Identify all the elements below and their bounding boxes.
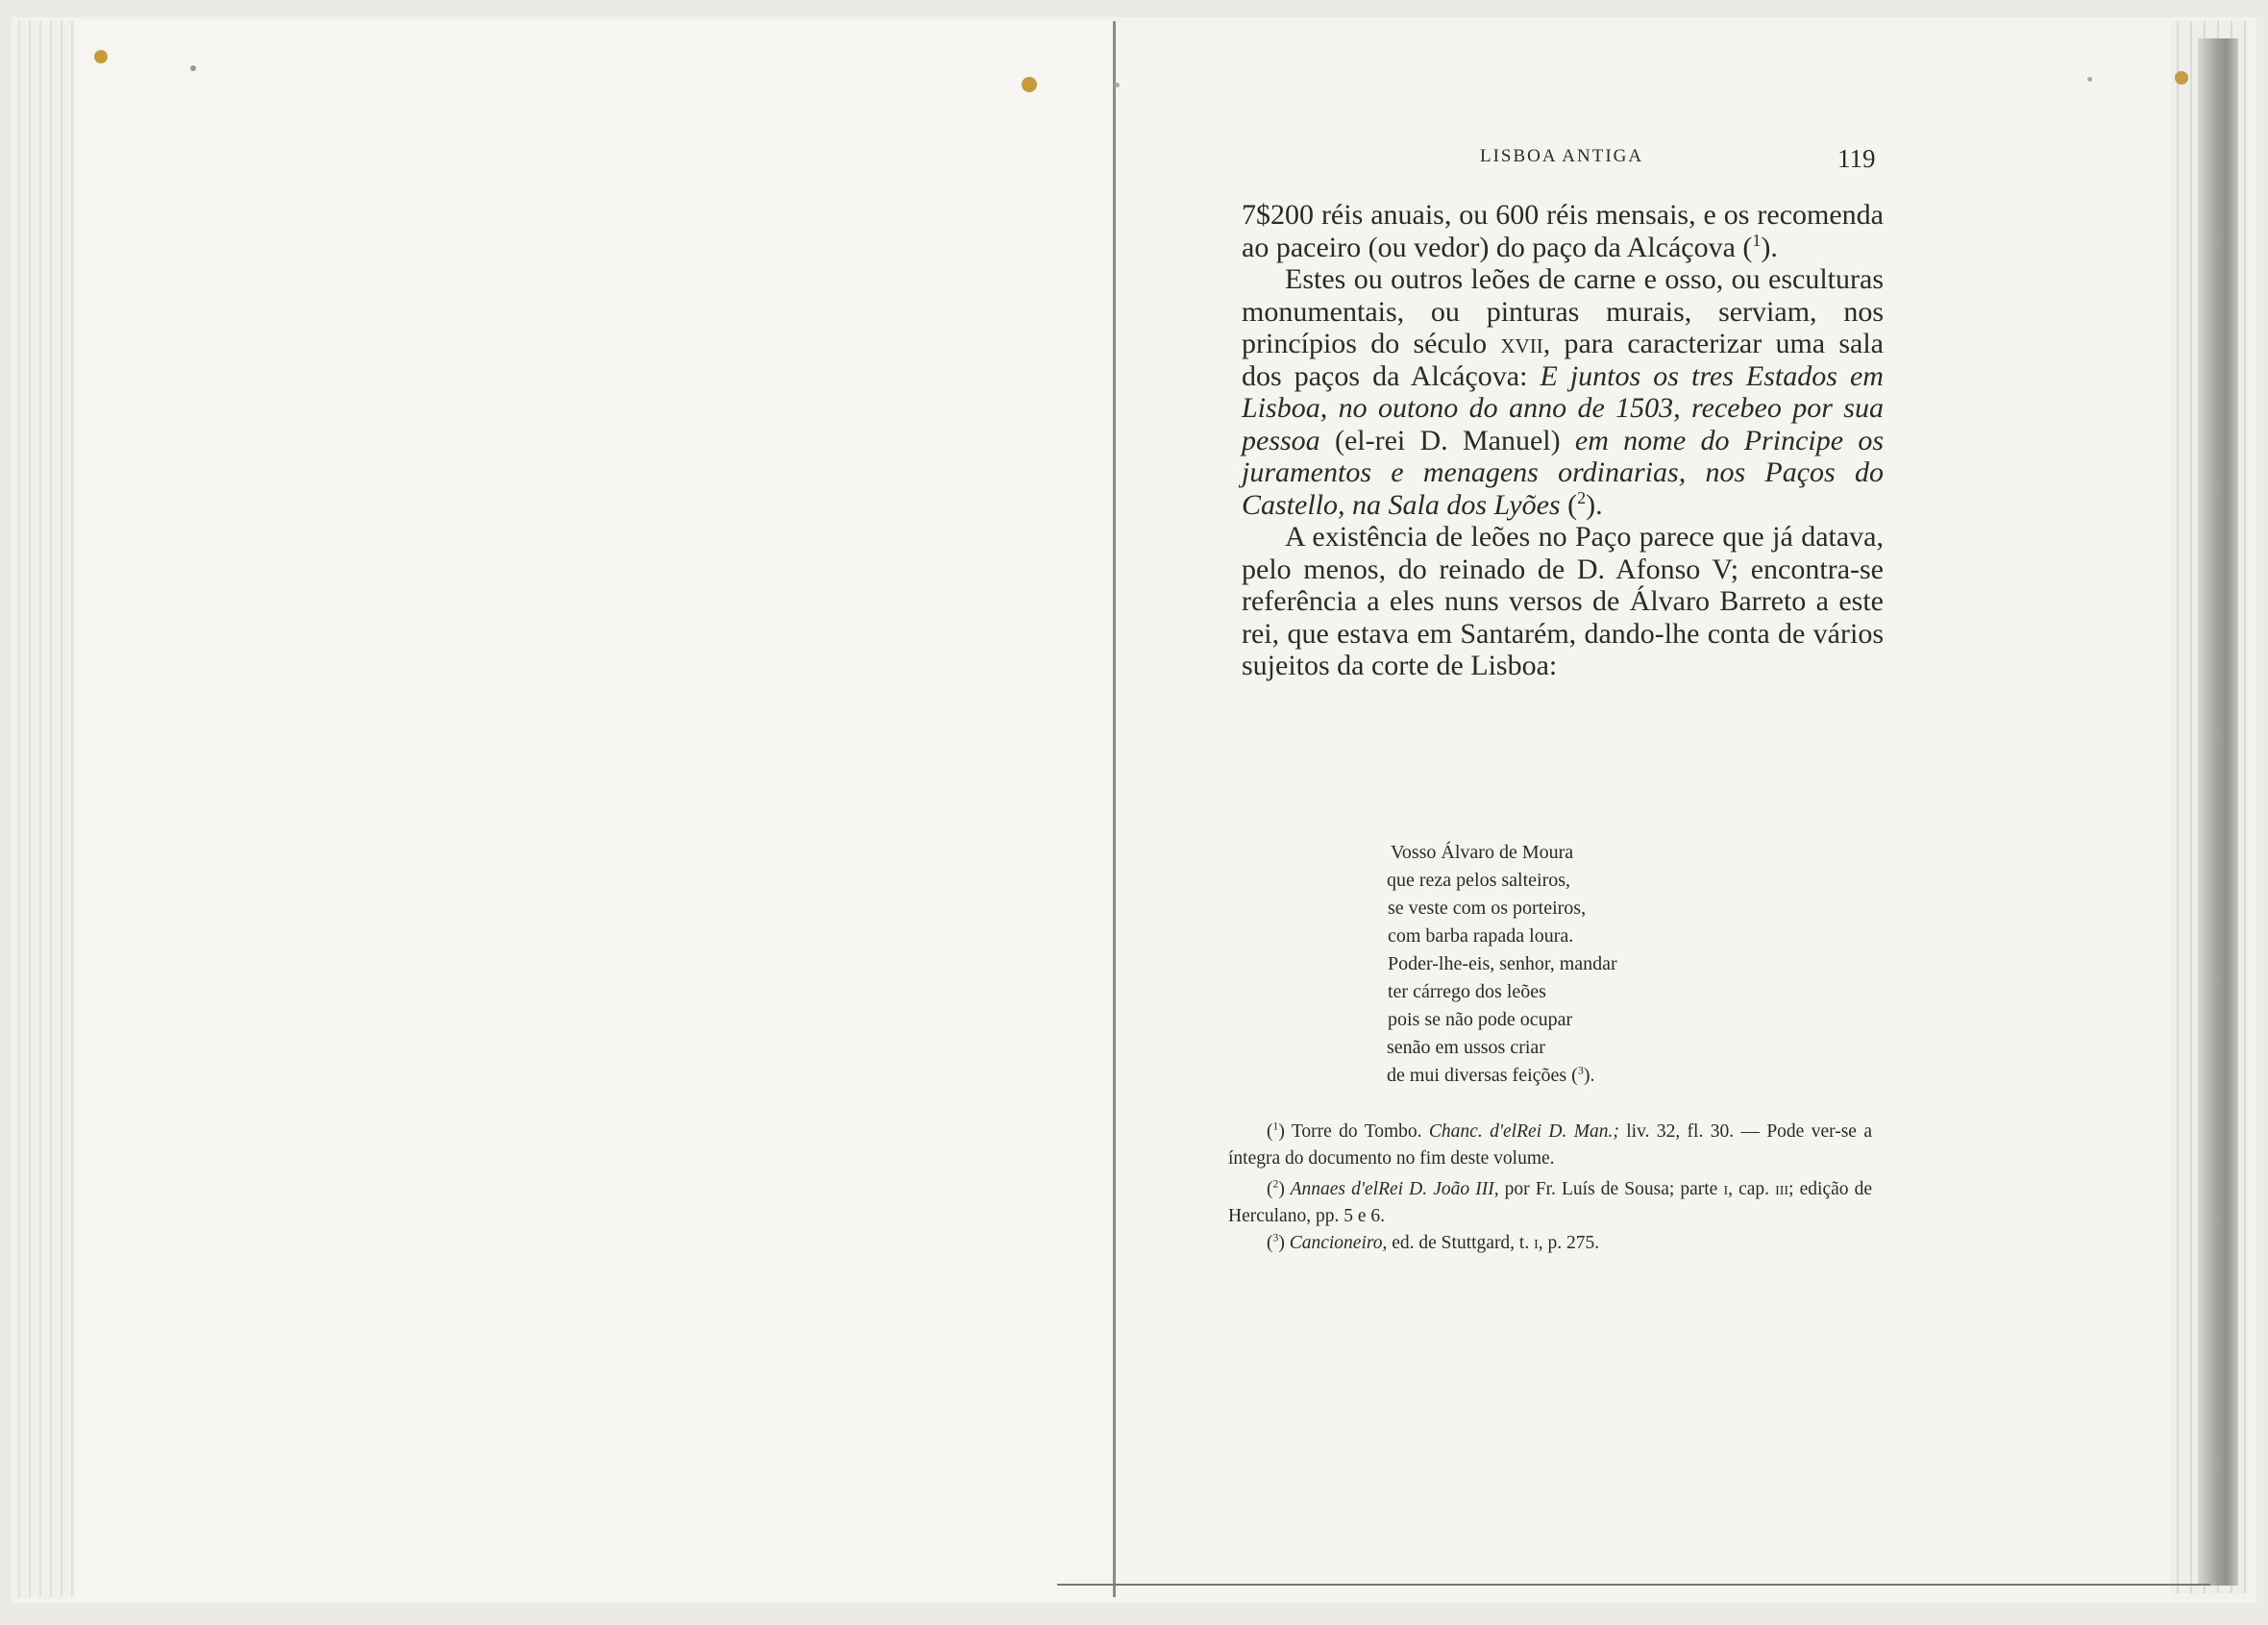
paragraph: Estes ou outros leões de carne e osso, ou esculturas monumentais, ou pinturas murais, serviam, nos princípios do século xvii, para caracterizar uma sala dos paços da Alcáçova: E juntos os tres Estados em Lisboa, no outono do anno de 1503, recebeo por sua pessoa (el-rei D. Manuel) em nome do Principe os juramentos e menagens ordinarias, nos Paços do Castello, na Sala dos Lyões ($^2$).	[1242, 263, 1884, 521]
poem-line: Vosso Álvaro de Moura	[1391, 842, 1574, 863]
dust-mark	[1115, 83, 1120, 87]
poem-line: pois se não pode ocupar	[1388, 1009, 1573, 1030]
running-head: LISBOA ANTIGA	[1480, 146, 1644, 166]
footnotes	[1228, 1119, 1872, 1257]
quotation-italic: em nome do Principe os juramentos e menagens ordinarias, nos Paços do Castello, na Sala dos Lyões	[1242, 424, 1884, 521]
footnote-ref: 2	[1577, 487, 1587, 507]
dust-mark	[190, 65, 196, 71]
paragraph: A existência de leões no Paço parece que já datava, pelo menos, do reinado de D. Afonso V; encontra-se referência a eles nuns versos de Álvaro Barreto a este rei, que estava em Santarém, dando-lhe conta de vários sujeitos da corte de Lisboa:	[1242, 521, 1884, 681]
left-page-blank	[75, 21, 1113, 1599]
pin-hole-mark	[2175, 71, 2188, 85]
poem-line: ter cárrego dos leões	[1388, 981, 1546, 1002]
pin-hole-mark	[1022, 77, 1037, 92]
poem-line: se veste com os porteiros,	[1388, 898, 1587, 919]
dust-mark	[2087, 77, 2092, 82]
bottom-page-edge	[1057, 1584, 2210, 1586]
footnote-3: ($^3$) Cancioneiro, ed. de Stuttgard, t. i, p. 275.	[1267, 1231, 1600, 1253]
poem-line: que reza pelos salteiros,	[1387, 870, 1571, 891]
poem-line: com barba rapada loura.	[1388, 925, 1574, 947]
footnote-2: ($^2$) Annaes d'elRei D. João III, por Fr. Luís de Sousa; parte i, cap. iii; edição de Herculano, pp. 5 e 6.	[1228, 1177, 1873, 1226]
quotation-italic: E juntos os tres Estados em Lisboa, no outono do anno de 1503, recebeo por sua pessoa	[1242, 359, 1884, 456]
right-page-stack-shadow	[2198, 38, 2238, 1586]
poem-line: Poder-lhe-eis, senhor, mandar	[1388, 953, 1617, 974]
poem-line: de mui diversas feições ($^3$).	[1387, 1063, 1595, 1086]
page-number: 119	[1837, 144, 1876, 173]
footnote-1: ($^1$) Torre do Tombo. Chanc. d'elRei D. Man.; liv. 32, fl. 30. — Pode ver-se a íntegra do documento no fim deste volume.	[1228, 1120, 1872, 1169]
poem	[1387, 839, 1617, 1090]
footnote-ref: 3	[1577, 1063, 1584, 1077]
footnote-ref: 1	[1752, 230, 1762, 250]
left-page-stack-edge	[13, 21, 76, 1597]
paragraph: 7$200 réis anuais, ou 600 réis mensais, e os recomenda ao paceiro (ou vedor) do paço da Alcáçova ($^1$).	[1242, 199, 1884, 263]
pin-hole-mark	[94, 50, 108, 63]
poem-line: senão em ussos criar	[1387, 1037, 1545, 1058]
body-text	[1242, 199, 1884, 682]
